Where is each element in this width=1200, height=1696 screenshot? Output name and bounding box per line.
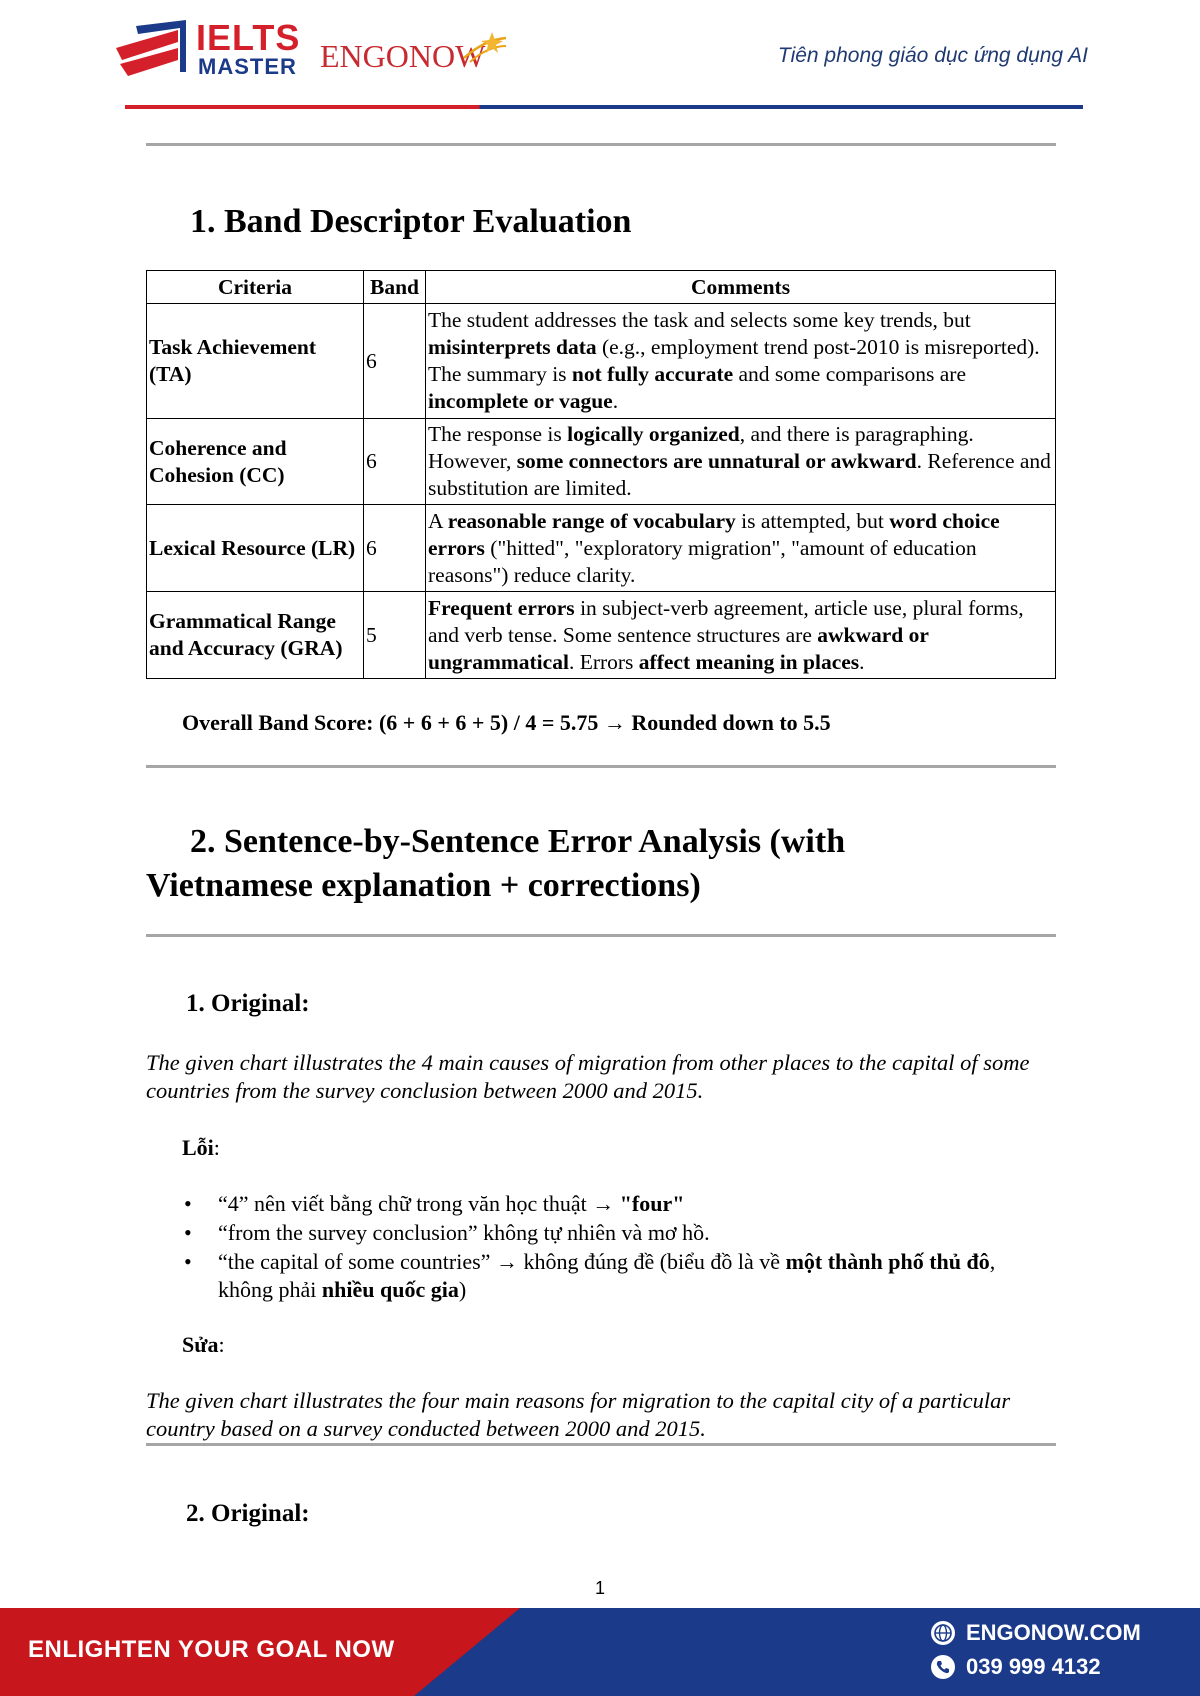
criteria-cell: Lexical Resource (LR)	[147, 505, 364, 592]
fix-label-colon: :	[218, 1332, 225, 1357]
errors-label	[182, 1135, 220, 1161]
bold-text: Frequent errors	[428, 595, 575, 620]
section-heading-band-evaluation: 1. Band Descriptor Evaluation	[190, 203, 632, 240]
divider	[146, 765, 1056, 768]
comment-cell	[426, 592, 1056, 679]
page-number: 1	[594, 1578, 605, 1598]
original-sentence-1: The given chart illustrates the 4 main causes of migration from other places to the capital of some countries from the survey conclusion between 2000 and 2015.	[146, 1050, 1030, 1103]
text-segment: in subject-verb agreement, article use, plural forms, and verb tense. Some sentence structures are	[428, 595, 1024, 647]
bold-text: misinterprets data	[428, 335, 597, 359]
ielts-master-logo-icon	[116, 20, 194, 80]
text-segment: .	[859, 649, 865, 674]
column-header-comments: Comments	[426, 271, 1056, 304]
bold-text: some connectors are unnatural or awkward	[516, 449, 917, 473]
table-header-row	[147, 271, 1056, 304]
text-segment: “4” nên viết bằng chữ trong văn học thuật →	[218, 1191, 620, 1216]
comment-cell	[426, 505, 1056, 592]
band-cell: 6	[364, 419, 426, 505]
text-segment: The student addresses the task and selects some key trends, but	[428, 308, 971, 332]
text-segment: , không phải	[218, 1249, 996, 1302]
fix-label-text: Sửa	[182, 1332, 219, 1357]
band-cell: 6	[364, 304, 426, 419]
comment-cell	[426, 304, 1056, 419]
table-row	[147, 505, 1056, 592]
overall-band-score	[182, 710, 831, 736]
text-segment: .	[612, 389, 619, 413]
criteria-cell: Grammatical Range and Accuracy (GRA)	[147, 592, 364, 679]
page-footer	[0, 1608, 1200, 1696]
bold-text: awkward or ungrammatical	[428, 622, 929, 674]
overall-band-value: : (6 + 6 + 6 + 5) / 4 = 5.75 → Rounded down to 5.5	[366, 710, 831, 735]
errors-label-colon: :	[213, 1135, 220, 1160]
logo-engonow-text: ENGONOW	[320, 38, 486, 74]
list-item	[182, 1219, 1052, 1247]
page-header	[0, 0, 1200, 115]
band-evaluation-table	[146, 270, 1056, 679]
divider	[146, 934, 1056, 937]
comment-cell	[426, 419, 1056, 505]
errors-label-text: Lỗi	[182, 1135, 214, 1160]
bold-text: not fully accurate	[571, 362, 734, 386]
criteria-cell: Task Achievement (TA)	[147, 304, 364, 419]
text-segment: , and there is paragraphing. However,	[428, 422, 974, 473]
section-heading-error-analysis	[146, 820, 1046, 908]
text-segment: . Reference and substitution are limited.	[428, 449, 1051, 500]
logo-master-text: MASTER	[198, 54, 297, 79]
footer-website[interactable]	[930, 1620, 1141, 1646]
text-segment: . Errors	[568, 649, 639, 674]
phone-icon	[930, 1654, 956, 1680]
band-cell: 6	[364, 505, 426, 592]
error-list	[182, 1190, 1052, 1305]
table-row	[147, 304, 1056, 419]
bold-text: word choice errors	[428, 508, 1000, 560]
footer-phone[interactable]	[930, 1654, 1101, 1680]
bold-text: affect meaning in places	[638, 649, 860, 674]
criteria-cell: Coherence and Cohesion (CC)	[147, 419, 364, 505]
bold-text: nhiều quốc gia	[321, 1277, 459, 1302]
text-segment: and some comparisons are	[733, 362, 966, 386]
logo-ielts-text: IELTS	[196, 17, 301, 58]
list-item	[182, 1190, 1052, 1218]
heading-line-2: Vietnamese explanation + corrections)	[146, 867, 701, 904]
text-segment: )	[458, 1277, 467, 1302]
overall-band-label: Overall Band Score	[182, 710, 367, 735]
list-item	[182, 1248, 1052, 1304]
fix-label	[182, 1332, 225, 1358]
footer-slogan: ENLIGHTEN YOUR GOAL NOW	[28, 1636, 395, 1663]
text-segment: ("hitted", "exploratory migration", "amount of education reasons") reduce clarity.	[428, 535, 977, 587]
bold-text: một thành phố thủ đô	[785, 1249, 990, 1274]
text-segment: (e.g., employment trend post-2010 is misreported). The summary is	[428, 335, 1040, 386]
bold-text: logically organized	[567, 422, 740, 446]
bold-text: incomplete or vague	[428, 389, 613, 413]
text-segment: is attempted, but	[735, 508, 890, 533]
column-header-criteria: Criteria	[147, 271, 364, 304]
item-title-original-2: 2. Original:	[186, 1500, 310, 1527]
footer-phone-text: 039 999 4132	[966, 1654, 1101, 1679]
spark-icon	[462, 28, 508, 68]
text-segment: “from the survey conclusion” không tự nhiên và mơ hồ.	[218, 1220, 710, 1245]
text-segment: “the capital of some countries” → không đúng đề (biểu đồ là về	[218, 1249, 786, 1274]
bold-text: "four"	[619, 1191, 685, 1216]
heading-line-1: 2. Sentence-by-Sentence Error Analysis (with	[190, 823, 846, 860]
divider	[146, 143, 1056, 146]
header-divider	[125, 105, 1083, 109]
bold-text: reasonable range of vocabulary	[447, 508, 736, 533]
header-tagline: Tiên phong giáo dục ứng dụng AI	[777, 44, 1088, 67]
column-header-band: Band	[364, 271, 426, 304]
corrected-sentence-1: The given chart illustrates the four main reasons for migration to the capital city of a particular country based on a survey conducted between 2000 and 2015.	[146, 1388, 1011, 1441]
band-cell: 5	[364, 592, 426, 679]
globe-icon	[930, 1620, 956, 1646]
table-row	[147, 419, 1056, 505]
item-title-original-1: 1. Original:	[186, 990, 310, 1017]
footer-website-text: ENGONOW.COM	[966, 1620, 1141, 1645]
table-row	[147, 592, 1056, 679]
text-segment: The response is	[428, 422, 568, 446]
text-segment: A	[428, 508, 448, 533]
divider	[146, 1443, 1056, 1446]
